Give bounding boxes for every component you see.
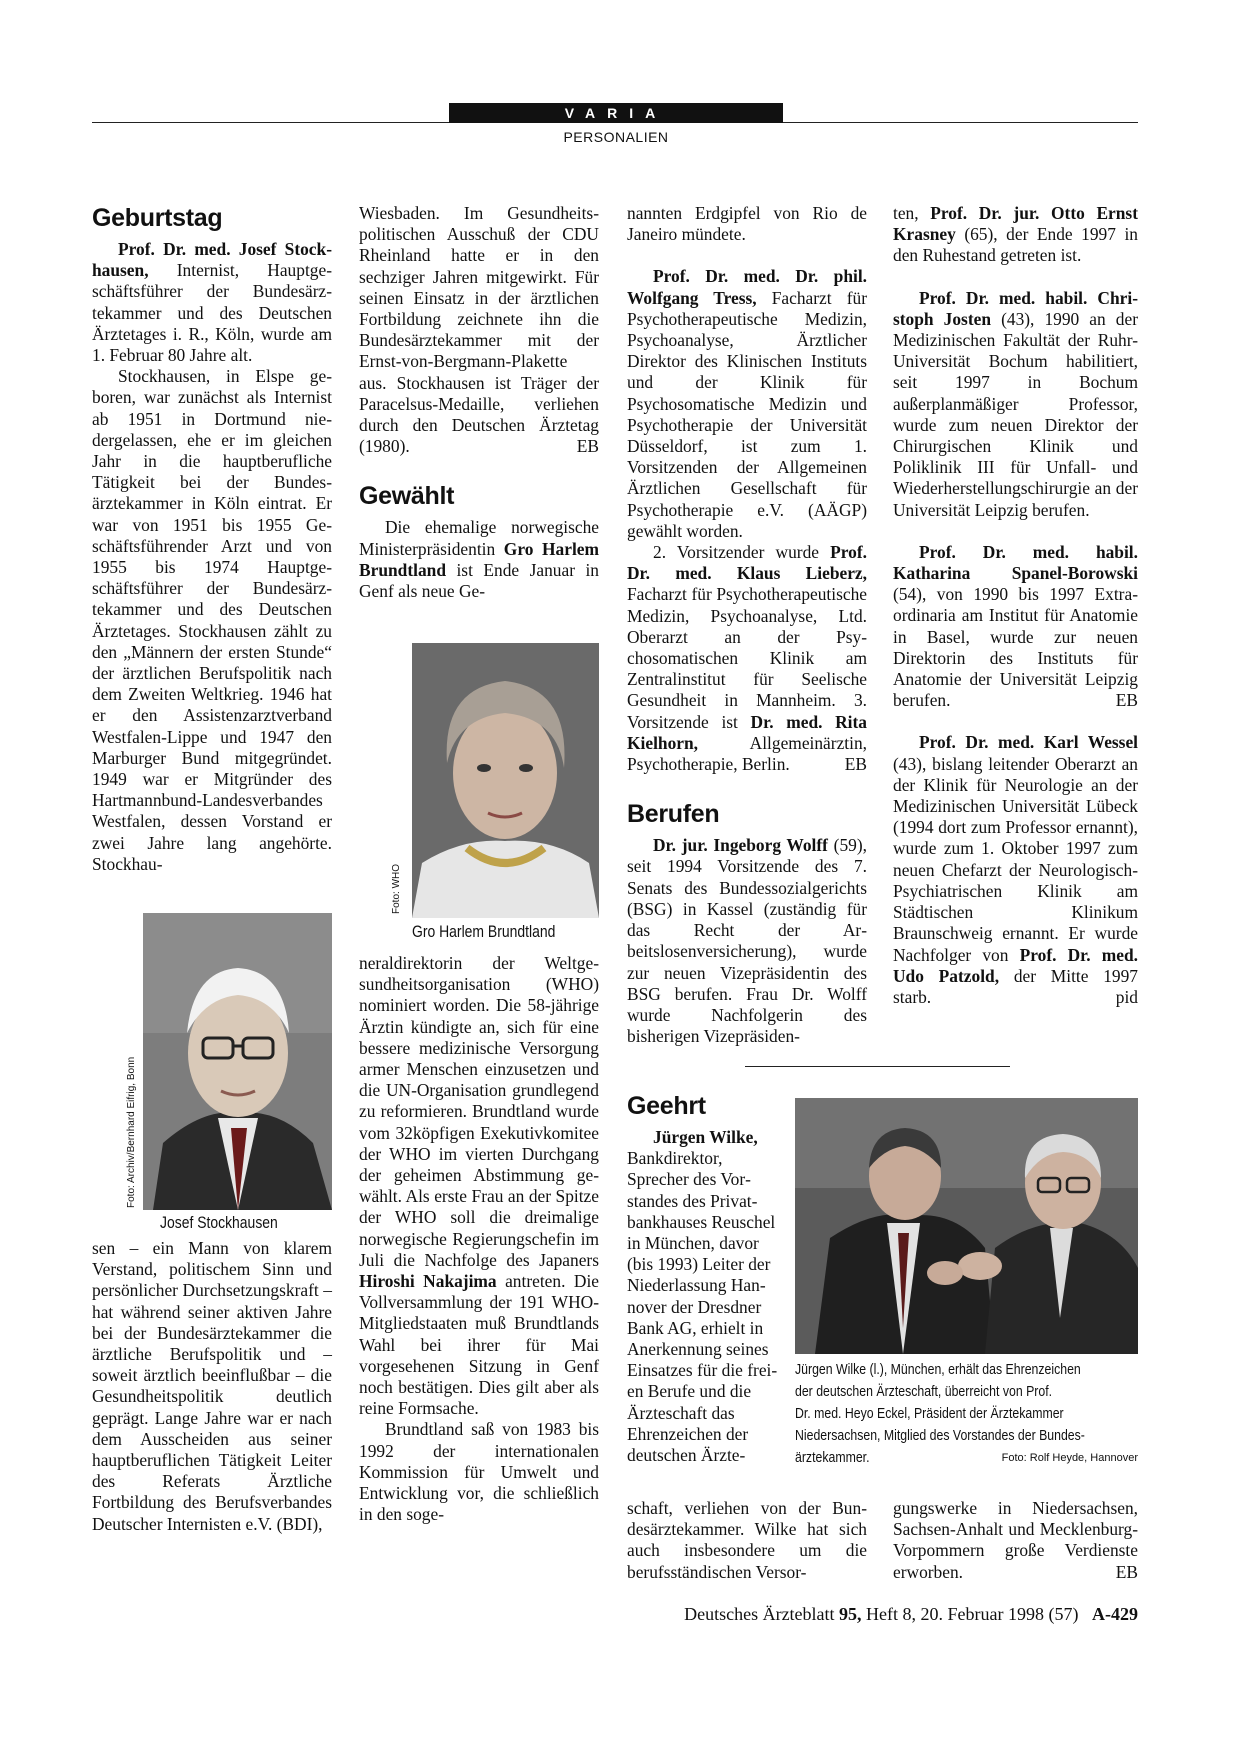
paragraph: 2. Vorsitzender wurde Prof. Dr. med. Klaus Lieberz, Facharzt für Psychotherapeutische Medizin, Psychoanalyse, Ltd. Oberarzt an der Psychosomatischen Klinik am Zentralinstitut für Seelische Gesundheit in Mannheim. 3. Vorsitzende ist Dr. med. Rita Kielhorn, Allgemeinärztin, Psychotherapie, Berlin. EB [627,542,867,775]
paragraph: Prof. Dr. med. Karl Wessel (43), bislang leitender Oberarzt an der Klinik für Neurologie an der Medizinischen Universität Lübeck (1994 dort zum Professor ernannt), wurde zum 1. Oktober 1997 zum neuen Chefarzt der Neurologisch-Psychiatrischen Klinik am Städtischen Klinikum Braunschweig ernannt. Er wurde Nachfolger von Prof. Dr. med. Udo Patzold, der Mitte 1997 starb. pid [893,732,1138,1007]
person-name: Prof. Dr. med. Udo Patzold, [893,944,1138,986]
heading-berufen: Berufen [627,800,720,829]
page-footer: Deutsches Ärzteblatt 95, Heft 8, 20. Februar 1998 (57) A-429 [684,1604,1138,1624]
heading-geehrt: Geehrt [627,1092,706,1120]
paragraph: ten, Prof. Dr. jur. Otto Ernst Krasney (65), der Ende 1997 in den Ruhestand getreten ist. [893,203,1138,266]
photo-ceremony [795,1098,1138,1354]
subsection-label: PERSONALIEN [563,129,669,145]
paragraph: neraldirektorin der Weltgesundheitsorganisation (WHO) nominiert worden. Die 58-jährige Ärztin kündigte an, sich für eine bessere medizinische Versorgung armer Menschen einzusetzen und die UN-Organisation grundlegend zu reformieren. Brundtland wurde vom 32köpfigen Exekutivkomitee der WHO im vierten Durchgang der geheimen Abstimmung gewählt. Als erste Frau an der Spitze der WHO soll die dreimalige norwegische Regierungschefin im Juli die Nachfolge des Japaners Hiroshi Nakajima antreten. Die Vollversammlung der 191 WHO-Mitgliedstaaten muß Brundtlands Wahl bei ihrer für Mai vorgesehenen Sitzung in Genf noch bestätigen. Dies gilt aber als reine Formsache. [359,953,599,1419]
photo-caption: Dr. med. Heyo Eckel, Präsident der Ärztekammer [795,1405,1064,1422]
photo-caption: der deutschen Ärzteschaft, überreicht von Prof. [795,1383,1053,1400]
portrait-brundtland [412,643,599,918]
paragraph: Stockhausen, in Elspe geboren, war zunächst als Internist ab 1951 in Dortmund niedergelassen, ehe er im gleichen Jahr in die hauptberufliche Tätigkeit bei der Bundesärztekammer in Köln eintrat. Er war von 1951 bis 1955 Geschäftsführender Arzt und von 1955 bis 1974 Hauptgeschäftsführer der Bundesärztekammer und des Deutschen Ärztetages. Stockhausen zählt zu den „Männern der ersten Stunde“ der ärztlichen Berufspolitik nach dem Zweiten Weltkrieg. 1946 hat er den Assistenzarztverband Westfalen-Lippe und 1947 den Marburger Bund mitgegründet. 1949 war er Mitgründer des Hartmannbund-Landesverbandes Westfalen, dessen Vorstand er zwei Jahre lang angehörte. Stockhau- [92,366,332,874]
page-number: A-429 [1092,1604,1138,1624]
geehrt-continued [627,1498,867,1583]
photo-credit: Foto: Rolf Heyde, Hannover [1001,1452,1138,1464]
author-sign: EB [844,754,867,775]
paragraph: gungswerke in Niedersachsen, Sachsen-Anhalt und Mecklenburg-Vorpommern große Verdienste erworben. EB [893,1498,1138,1582]
geehrt-continued-2 [893,1498,1138,1583]
person-name: Dr. med. Rita Kielhorn, [627,711,867,753]
paragraph: schaft, verliehen von der Bundesärztekammer. Wilke hat sich auch insbesondere um die berufsständischen Versor- [627,1498,867,1582]
section-divider [745,1066,1010,1067]
person-name: Gro Harlem Brundtland [359,538,599,580]
column-1 [92,203,332,875]
author-sign: EB [1115,1561,1138,1582]
person-name: Prof. Dr. med. Klaus Lieberz, [627,542,867,584]
author-sign: pid [1115,986,1138,1007]
person-name: Hiroshi Nakajima [359,1271,497,1292]
person-name: Prof. Dr. med. Karl Wessel [919,732,1138,753]
section-banner: VARIA [449,103,783,123]
portrait-stockhausen [143,913,332,1210]
photo-caption: ärztekammer. [795,1449,870,1466]
person-name: Dr. jur. Ingeborg Wolff [653,835,828,856]
paragraph: sen – ein Mann von klarem Verstand, politischem Sinn und persönlicher Durchsetzungskraft – hat während seiner aktiven Jahre bei der Bundesärztekammer die ärztliche Berufspolitik und – soweit ärztlich beeinflußbar – die Gesundheitspolitik deutlich geprägt. Lange Jahre war er nach dem Ausscheiden aus seiner hauptberuflichen Tätigkeit Leiter des Referats Ärztliche Fortbildung des Berufsverbandes Deutscher Internisten e.V. (BDI), [92,1238,332,1534]
column-4 [893,203,1138,1008]
person-name: Jürgen Wilke, [653,1127,758,1147]
column-2-continued [359,953,599,1525]
column-1-continued [92,1238,332,1535]
photo-caption: Jürgen Wilke (l.), München, erhält das Ehrenzeichen [795,1361,1081,1378]
column-3 [627,203,867,1047]
author-sign: EB [576,436,599,457]
person-name: Prof. Dr. med. habil. Christoph Josten [893,287,1138,329]
photo-brundtland [412,643,599,918]
heading-geburtstag: Geburtstag [92,204,223,232]
paragraph: Wiesbaden. Im Gesundheitspolitischen Ausschuß der CDU Rheinland hatte er in den sechziger Jahren mitgewirkt. Für seinen Einsatz in der ärztlichen Fortbildung zeichnete ihn die Bundesärztekammer mit der Ernst-von-Bergmann-Plakette aus. Stockhausen ist Träger der Paracelsus-Medaille, verliehen durch den Deutschen Ärztetag (1980). EB [359,203,599,457]
photo-wilke-eckel [795,1098,1138,1354]
photo-caption: Gro Harlem Brundtland [412,922,556,941]
author-sign: EB [1115,690,1138,711]
paragraph: Prof. Dr. med. Dr. phil. Wolfgang Tress, Facharzt für Psychotherapeutische Medizin, Psychoanalyse, Ärztlicher Direktor des Klinischen Instituts und der Klinik für Psychosomatische Medizin und Psychotherapie der Universität Düsseldorf, ist zum 1. Vorsitzenden der Allgemeinen Ärztlichen Gesellschaft für Psychotherapie e.V. (AÄGP) gewählt worden. [627,266,867,541]
geehrt-column [627,1091,779,1466]
photo-caption: Niedersachsen, Mitglied des Vorstandes der Bundes- [795,1427,1085,1444]
paragraph: Prof. Dr. med. habil. Christoph Josten (43), 1990 an der Medizinischen Fakultät der Ruhr-Universität Bochum habilitiert, seit 1997 in Bochum außerplanmäßiger Professor, wurde zum neuen Direktor der Chirurgischen Klinik und Poliklinik III für Unfall- und Wiederherstellungschirurgie an der Universität Leipzig berufen. [893,287,1138,520]
paragraph: Die ehemalige norwegische Ministerpräsidentin Gro Harlem Brundtland ist Ende Januar in Genf als neue Ge- [359,517,599,602]
paragraph: Brundtland saß von 1983 bis 1992 der internationalen Kommission für Umwelt und Entwicklung vor, die schließlich in den soge- [359,1419,599,1525]
person-name: Prof. Dr. med. Josef Stockhausen, [92,239,332,281]
photo-credit: Foto: WHO [391,863,402,914]
photo-caption: Josef Stockhausen [160,1213,278,1232]
paragraph: Dr. jur. Ingeborg Wolff (59), seit 1994 Vorsitzende des 7. Senats des Bundessozialgerichts (BSG) in Kassel (zuständig für das Recht der Arbeitslosenversicherung), wurde zur neuen Vizepräsidentin des BSG berufen. Frau Dr. Wolff wurde Nachfolgerin des bisherigen Vizepräsiden- [627,835,868,1047]
column-2 [359,203,599,602]
paragraph: nannten Erdgipfel von Rio de Janeiro mündete. [627,203,867,245]
person-name: Prof. Dr. med. Dr. phil. Wolfgang Tress, [627,266,867,308]
paragraph: Prof. Dr. med. Josef Stockhausen, Internist, Hauptgeschäftsführer der Bundesärztekammer und des Deutschen Ärztetages i. R., Köln, wurde am 1. Februar 80 Jahre alt. [92,239,332,366]
heading-gewaehlt: Gewählt [359,482,455,511]
paragraph: Prof. Dr. med. habil. Katharina Spanel-Borowski (54), von 1990 bis 1997 Extraordinaria am Institut für Anatomie in Basel, wurde zur neuen Direktorin des Instituts für Anatomie der Universität Leipzig berufen. EB [893,541,1138,711]
person-name: Prof. Dr. med. habil. Katharina Spanel-Borowski [893,541,1138,584]
person-name: Prof. Dr. jur. Otto Ernst Krasney [893,203,1138,245]
paragraph: Jürgen Wilke, Bankdirektor, Sprecher des Vorstandes des Privatbankhauses Reuschel in München, davor (bis 1993) Leiter der Niederlassung Hannover der Dresdner Bank AG, erhielt in Anerkennung seines Einsatzes für die freien Berufe und die Ärzteschaft das Ehrenzeichen der deutschen Ärzte- [627,1127,778,1466]
photo-stockhausen [143,913,332,1210]
photo-credit: Foto: Archiv/Bernhard Eifrig, Bonn [126,1056,137,1208]
